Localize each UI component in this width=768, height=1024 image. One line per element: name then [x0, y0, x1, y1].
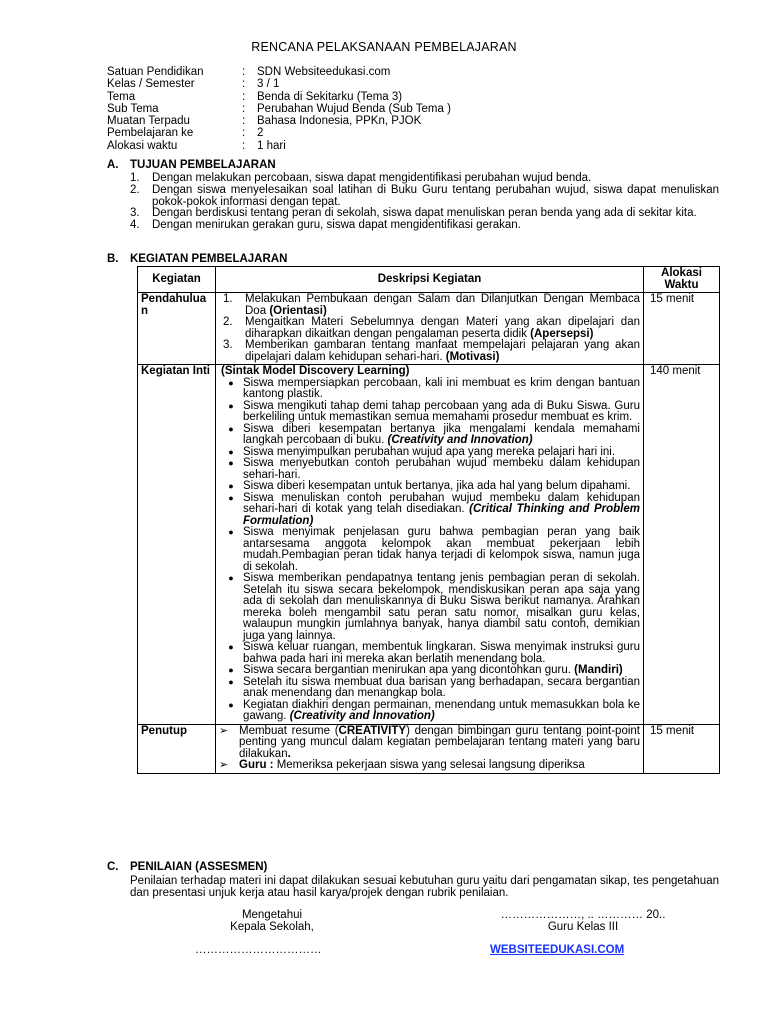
list-item: ● Siswa secara bergantian menirukan apa yang dicontohkan guru. (Mandiri)	[219, 665, 640, 677]
phase-time: 15 menit	[644, 293, 720, 365]
signature-right: …………………, .. ………… 20.. Guru Kelas III	[500, 909, 666, 933]
arrow-bullet-icon: ➢	[219, 724, 229, 737]
list-item: ➢ Membuat resume (CREATIVITY) dengan bimbingan guru tentang point-point penting yang muncul dalam kegiatan pembelajaran tentang materi yang baru dilakukan.	[219, 724, 640, 760]
identity-row: Sub Tema : Perubahan Wujud Benda (Sub Tema )	[107, 102, 451, 115]
list-item: 1. Dengan melakukan percobaan, siswa dapat mengidentifikasi perubahan wujud benda.	[130, 172, 592, 184]
phase-label: Pendahuluan	[138, 293, 216, 365]
bullet-icon: ●	[228, 446, 234, 457]
list-item: ● Setelah itu siswa membuat dua barisan yang berhadapan, secara bergantian anak menendang dan menangkap bola.	[219, 677, 640, 700]
section-tujuan	[107, 159, 719, 232]
list-item: 2. Mengaitkan Materi Sebelumnya dengan Materi yang akan dipelajari dan diharapkan dikaitkan dengan pengalaman peserta didik (Apersepsi)	[223, 316, 640, 340]
list-item: ● Siswa menyimpulkan perubahan wujud apa yang mereka pelajari hari ini.	[219, 447, 640, 459]
objective-list	[107, 173, 719, 232]
bullet-icon: ●	[228, 699, 234, 710]
bullet-icon: ●	[228, 527, 234, 537]
column-header: Kegiatan	[138, 267, 216, 293]
list-item: ● Siswa menuliskan contoh perubahan wujud membeku dalam kehidupan sehari-hari di kotak yang telah disediakan. (Critical Thinking and Problem Formulation)	[219, 493, 640, 528]
section-heading: C. PENILAIAN (ASSESMEN)	[107, 861, 268, 873]
identity-row: Tema : Benda di Sekitarku (Tema 3)	[107, 90, 403, 103]
list-item: 4. Dengan menirukan gerakan guru, siswa dapat mengidentifikasi gerakan.	[130, 219, 521, 232]
phase-description	[216, 365, 644, 725]
table-row	[138, 724, 720, 773]
bullet-list	[219, 378, 640, 723]
identity-row: Satuan Pendidikan : SDN Websiteedukasi.com	[107, 66, 391, 78]
bullet-icon: ●	[228, 665, 234, 675]
signature-line: ……………………………	[195, 944, 322, 956]
list-item: ● Siswa diberi kesempatan untuk bertanya, jika ada hal yang belum dipahami.	[219, 481, 640, 493]
identity-row: Alokasi waktu : 1 hari	[107, 139, 286, 152]
list-item: ● Siswa menyimak penjelasan guru bahwa pembagian peran yang baik antarsesama anggota kelompok akan membuat pekerjaan lebih mudah.Pembagian peran tidak hanya terjadi di kelompok siswa, namun juga di sekolah.	[219, 527, 640, 573]
list-item: ➢ Guru : Memeriksa pekerjaan siswa yang selesai langsung diperiksa	[219, 759, 585, 771]
arrow-list	[219, 726, 640, 772]
activity-table	[137, 266, 720, 774]
bullet-icon: ●	[228, 423, 234, 434]
phase-time: 15 menit	[644, 724, 720, 773]
signature-left: Mengetahui Kepala Sekolah,	[230, 909, 314, 933]
phase-time: 140 menit	[644, 365, 720, 725]
bullet-icon: ●	[228, 377, 234, 388]
list-item: 2. Dengan siswa menyelesaikan soal latihan di Buku Guru tentang perubahan wujud, siswa dapat menuliskan pokok-pokok informasi dengan tepat.	[130, 183, 719, 208]
list-item: 3. Dengan berdiskusi tentang peran di sekolah, siswa dapat menuliskan peran benda yang ada di sekitar kita.	[130, 207, 697, 220]
step-list	[219, 294, 640, 363]
list-item: ● Siswa diberi kesempatan bertanya jika mengalami kendala memahami langkah percobaan di buku. (Creativity and Innovation)	[219, 424, 640, 447]
sintak-label: (Sintak Model Discovery Learning)	[221, 365, 410, 377]
table-row	[138, 365, 720, 725]
list-item: ● Siswa menyebutkan contoh perubahan wujud membeku dalam kehidupan sehari-hari.	[219, 458, 640, 481]
section-penilaian	[107, 861, 719, 899]
table-row	[138, 293, 720, 365]
phase-label: Kegiatan Inti	[138, 365, 216, 725]
table-header-row	[138, 267, 720, 293]
column-header: Alokasi Waktu	[644, 267, 720, 293]
bullet-icon: ●	[228, 676, 234, 687]
section-heading: B. KEGIATAN PEMBELAJARAN	[107, 253, 288, 265]
document-title: RENCANA PELAKSANAAN PEMBELAJARAN	[251, 40, 517, 54]
bullet-icon: ●	[228, 400, 234, 411]
bullet-icon: ●	[228, 458, 234, 468]
arrow-bullet-icon: ➢	[219, 759, 229, 771]
phase-label: Penutup	[138, 724, 216, 773]
identity-block	[107, 66, 451, 152]
list-item: ● Siswa mempersiapkan percobaan, kali ini membuat es krim dengan bantuan kantong plastik.	[219, 378, 640, 401]
list-item: ● Siswa mengikuti tahap demi tahap percobaan yang ada di Buku Siswa. Guru berkeliling untuk memastikan semua memahami prosedur membuat es krim.	[219, 401, 640, 424]
column-header: Deskripsi Kegiatan	[216, 267, 644, 293]
list-item: 1. Melakukan Pembukaan dengan Salam dan Dilanjutkan Dengan Membaca Doa (Orientasi)	[223, 293, 640, 317]
bullet-icon: ●	[228, 573, 234, 583]
list-item: ● Siswa keluar ruangan, membentuk lingkaran. Siswa menyimak instruksi guru bahwa pada hari ini mereka akan berlatih menendang bola.	[219, 642, 640, 665]
identity-row: Kelas / Semester : 3 / 1	[107, 78, 280, 91]
identity-row: Muatan Terpadu : Bahasa Indonesia, PPKn, PJOK	[107, 115, 422, 128]
assessment-text: Penilaian terhadap materi ini dapat dilakukan sesuai kebutuhan guru yaitu dari pengamatan sikap, tes pengetahuan dan presentasi unjuk kerja atau hasil karya/projek dengan rubrik penilaian.	[130, 875, 719, 899]
section-heading: A. TUJUAN PEMBELAJARAN	[107, 159, 276, 171]
phase-description	[216, 293, 644, 365]
bullet-icon: ●	[228, 642, 234, 652]
website-link[interactable]: WEBSITEEDUKASI.COM	[490, 944, 625, 956]
bullet-icon: ●	[228, 492, 234, 503]
bullet-icon: ●	[228, 481, 234, 491]
list-item: ● Kegiatan diakhiri dengan permainan, menendang untuk memasukkan bola ke gawang. (Creativity and Innovation)	[219, 700, 640, 723]
phase-description	[216, 724, 644, 773]
list-item: 3. Memberikan gambaran tentang manfaat mempelajari pelajaran yang akan dipelajari dalam kehidupan sehari-hari. (Motivasi)	[223, 339, 640, 363]
list-item: ● Siswa memberikan pendapatnya tentang jenis pembagian peran di sekolah. Setelah itu siswa secara bekelompok, mendiskusikan peran apa saja yang ada di sekolah dan menuliskannya di Buku Siswa berikut namanya. Arahkan mereka boleh mengambil satu peran satu nomor, misalkan guru kelas, walaupun mungkin jumlahnya banyak, hanya diambil satu contoh, demikian juga yang lainnya.	[219, 573, 640, 642]
identity-row: Pembelajaran ke : 2	[107, 127, 264, 140]
